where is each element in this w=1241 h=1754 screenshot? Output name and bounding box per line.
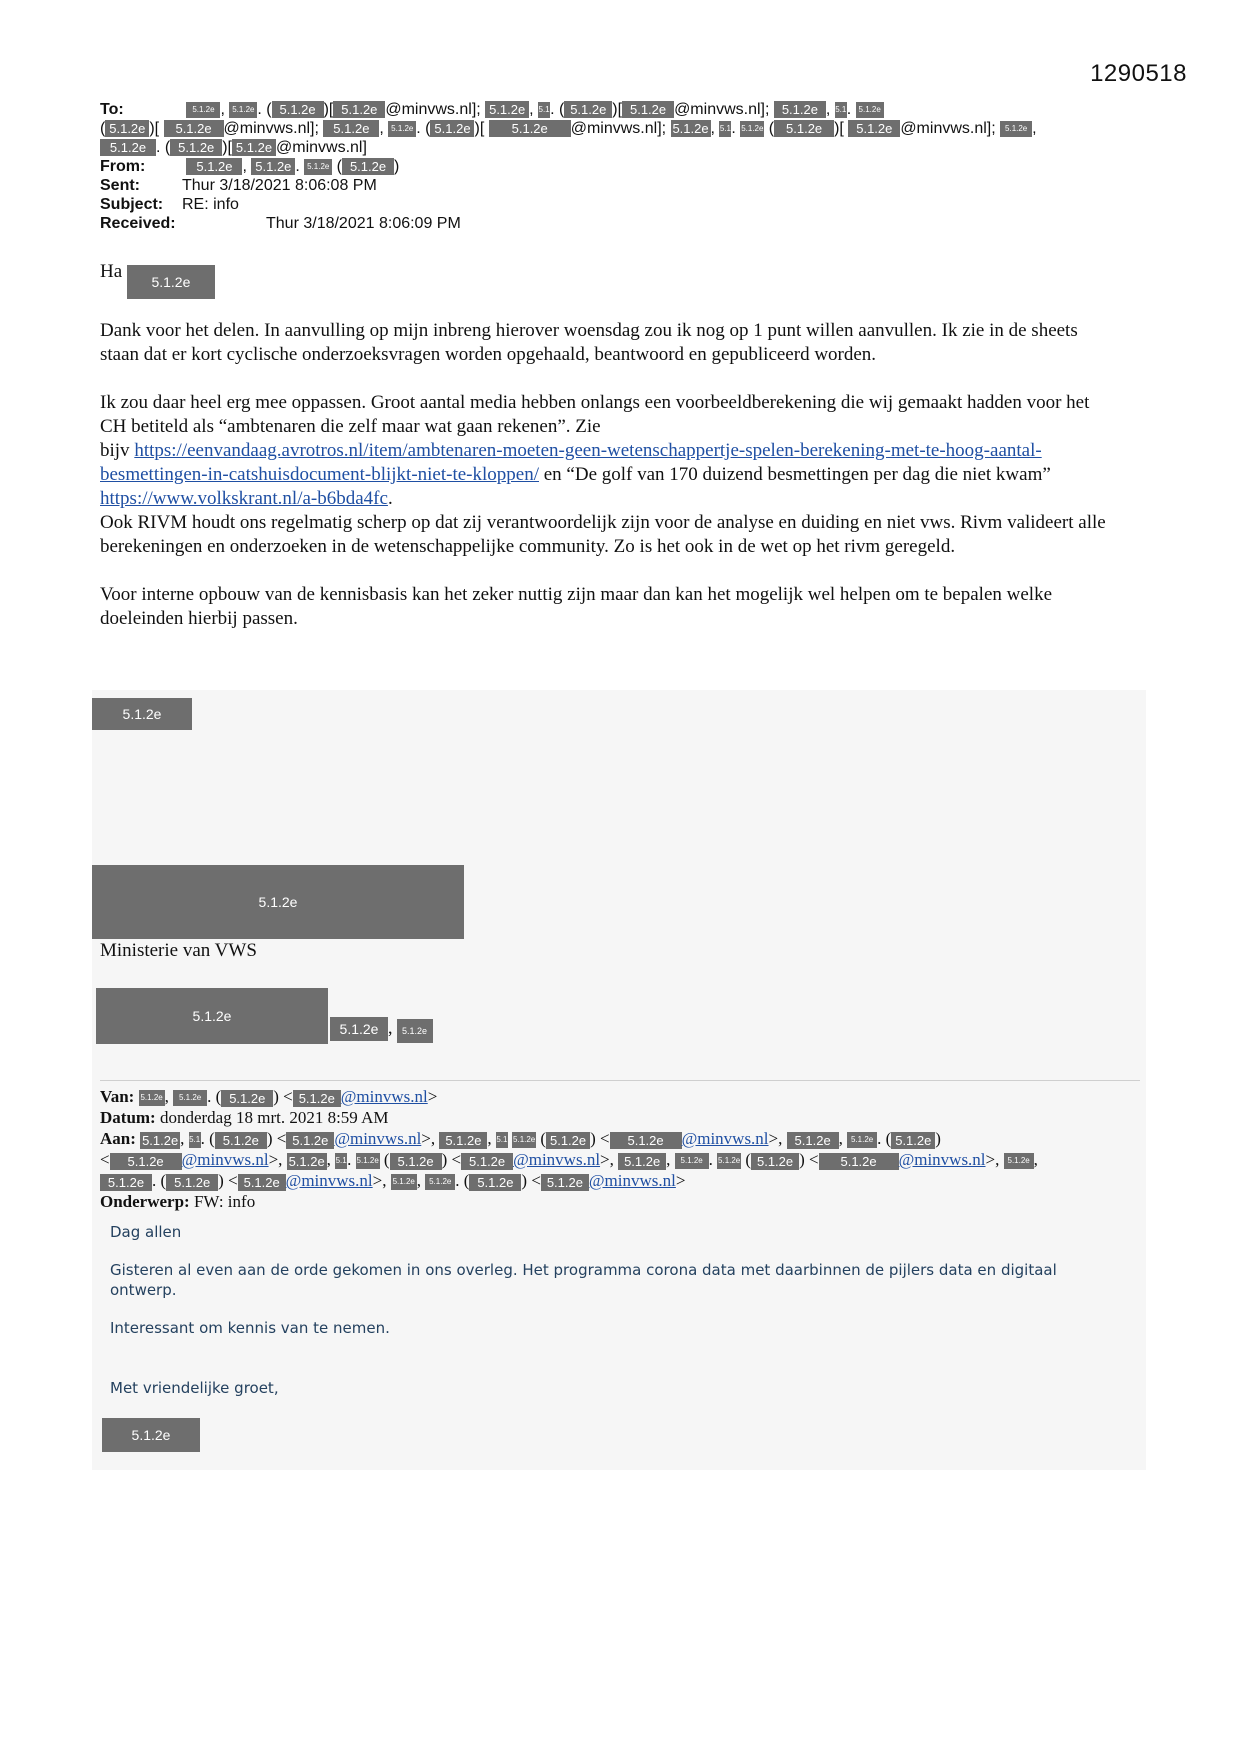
redaction: 5.1.2e — [672, 121, 709, 137]
redaction: 5.1.2e — [618, 1153, 666, 1170]
email-link[interactable]: @minvws.nl — [334, 1129, 422, 1148]
to-row-2: ( 5.1.2e )[ 5.1.2e @minvws.nl]; 5.1.2e , 5.1.2e . ( 5.1.2e )[ 5.1.2e @minvws.nl]; 5.1.2e , 5.1. 5.1.2e ( 5.1.2e )[ 5.1.2e @minvws.nl]; 5.1.2e , — [100, 120, 1037, 137]
redaction: 5.1.2e — [740, 121, 764, 137]
redaction: 5.1.2e — [100, 1174, 152, 1191]
email-link[interactable]: @minvws.nl — [513, 1150, 601, 1169]
redaction: 5.1.2e — [787, 1132, 839, 1149]
redaction: 5.1.2e — [430, 120, 474, 137]
redaction: 5.1.2e — [610, 1132, 682, 1149]
email-domain: @minvws.nl — [223, 120, 311, 137]
email-header — [100, 100, 1140, 233]
redaction: 5.1.2e — [323, 120, 379, 137]
redaction: 5.1.2e — [856, 102, 884, 118]
email-link[interactable]: @minvws.nl — [898, 1150, 986, 1169]
redaction: 5.1.2e — [439, 1132, 487, 1149]
datum-row — [100, 1107, 1140, 1128]
redaction: 5.1.2e — [304, 159, 332, 175]
redaction: 5.1.2e — [717, 1153, 741, 1169]
forward-greeting: Dag allen — [110, 1223, 182, 1241]
received-label: Received: — [100, 215, 176, 232]
onderwerp-row — [100, 1191, 1140, 1212]
redaction: 5.1.2e — [489, 120, 571, 137]
forward-paragraph-2: Interessant om kennis van te nemen. — [110, 1319, 390, 1337]
redaction: 5.1.2e — [819, 1153, 899, 1170]
forward-closing: Met vriendelijke groet, — [110, 1379, 279, 1397]
document-number: 1290518 — [1090, 60, 1187, 87]
redaction: 5.1.2e — [485, 101, 529, 118]
redaction: 5.1.2e — [110, 1153, 182, 1170]
redaction: 5.1 — [835, 102, 847, 118]
redaction: 5.1.2e — [92, 698, 192, 730]
redaction: 5.1.2e — [622, 101, 674, 118]
forward-paragraph-1: Gisteren al even aan de orde gekomen in ons overleg. Het programma corona data met daarbinnen de pijlers data en digitaal ontwerp. — [110, 1261, 1057, 1299]
redaction: 5.1.2e — [1000, 121, 1032, 137]
redaction: 5.1.2e — [286, 1132, 334, 1149]
email-domain: @minvws.nl — [385, 101, 472, 118]
forward-header — [100, 1086, 1140, 1212]
redaction: 5.1.2e — [333, 101, 385, 118]
onderwerp-value: FW: info — [189, 1192, 256, 1211]
redaction: 5.1 — [496, 1132, 508, 1148]
to-row-3: 5.1.2e . ( 5.1.2e )[ 5.1.2e @minvws.nl] — [100, 138, 1140, 157]
redaction: 5.1.2e — [541, 1174, 589, 1191]
paragraph-3: Voor interne opbouw van de kennisbasis kan het zeker nuttig zijn maar dan kan het mogelijk wel helpen om te bepalen welke doeleinden hierbij passen. — [100, 584, 1053, 629]
redaction: 5.1.2e — [512, 1132, 536, 1148]
van-label: Van: — [100, 1087, 135, 1106]
received-value: Thur 3/18/2021 8:06:09 PM — [266, 215, 461, 232]
redaction: 5.1.2e — [229, 102, 257, 118]
paragraph-2a: Ik zou daar heel erg mee oppassen. Groot aantal media hebben onlangs een voorbeeldberekening die wij gemaakt hadden voor het CH betiteld als “ambtenaren die zelf maar wat gaan rekenen”. Zie — [100, 392, 1090, 437]
email-domain: @minvws.nl — [570, 120, 658, 137]
to-label: To: — [100, 101, 124, 118]
redaction: 5.1.2e — [166, 1174, 218, 1191]
datum-label: Datum: — [100, 1108, 156, 1127]
to-row: To: 5.1.2e , 5.1.2e . ( 5.1.2e )[ 5.1.2e @minvws.nl]; 5.1.2e , 5.1. ( 5.1.2e )[ 5.1.2e @minvws.nl]; 5.1.2e , 5.1. 5.1.2e — [100, 100, 1140, 119]
received-row — [100, 214, 1140, 233]
sent-value: Thur 3/18/2021 8:06:08 PM — [182, 177, 377, 194]
redaction: 5.1.2e — [142, 1132, 179, 1148]
ministry-name: Ministerie van VWS — [100, 940, 257, 961]
redaction: 5.1.2e — [461, 1153, 513, 1170]
redaction: 5.1.2e — [388, 121, 416, 137]
email-link[interactable]: @minvws.nl — [340, 1087, 428, 1106]
redaction: 5.1.2e — [425, 1174, 455, 1190]
subject-label: Subject: — [100, 196, 164, 213]
aan-label: Aan: — [100, 1129, 136, 1148]
redaction: 5.1.2e — [221, 1090, 273, 1107]
redaction: 5.1.2e — [564, 101, 612, 118]
signature-contact: 5.1.2e5.1.2e , 5.1.2e — [96, 988, 433, 1044]
subject-value: RE: info — [182, 196, 239, 213]
redaction: 5.1.2e — [215, 1132, 267, 1149]
redaction: 5.1.2e — [342, 158, 394, 175]
redaction: 5.1.2e — [848, 120, 900, 137]
van-row: Van: 5.1.2e , 5.1.2e . ( 5.1.2e ) < 5.1.2e @minvws.nl> — [100, 1087, 438, 1106]
greeting: Ha — [100, 261, 123, 282]
subject-row — [100, 195, 1140, 214]
email-domain: @minvws.nl — [900, 120, 987, 137]
bijv-text: bijv — [100, 440, 130, 461]
redaction: 5.1.2e — [847, 1132, 877, 1148]
redaction: 5.1.2e — [391, 1174, 417, 1190]
link-volkskrant[interactable]: https://www.volkskrant.nl/a-b6bda4fc — [100, 488, 388, 509]
paragraph-1: Dank voor het delen. In aanvulling op mijn inbreng hierover woensdag zou ik nog op 1 punt willen aanvullen. Ik zie in de sheets staan dat er kort cyclische onderzoeksvragen worden opgehaald, beantwoord en gepubliceerd worden. — [100, 320, 1078, 365]
aan-row: Aan: 5.1.2e , 5.1. ( 5.1.2e ) < 5.1.2e @minvws.nl>, 5.1.2e , 5.1 5.1.2e ( 5.1.2e ) < 5.1.2e @minvws.nl>, 5.1.2e , 5.1.2e . ( 5.1.2e ) — [100, 1129, 941, 1148]
email-link[interactable]: @minvws.nl — [588, 1171, 676, 1190]
redaction: 5.1.2e — [92, 865, 464, 939]
redaction: 5.1.2e — [127, 265, 215, 299]
datum-value: donderdag 18 mrt. 2021 8:59 AM — [155, 1108, 389, 1127]
email-domain: @minvws.nl — [276, 139, 363, 156]
redaction: 5.1.2e — [100, 139, 156, 156]
paragraph-2c: Ook RIVM houdt ons regelmatig scherp op dat zij verantwoordelijk zijn voor de analyse en duiding en niet vws. Rivm valideert alle berekeningen en onderzoeken in de wetenschappelijke community. Zo is het ook in de wet op het rivm geregeld. — [100, 512, 1106, 557]
redaction: 5.1.2e — [1004, 1153, 1034, 1169]
redaction: 5.1.2e — [330, 1017, 388, 1041]
email-link[interactable]: @minvws.nl — [285, 1171, 373, 1190]
redaction: 5.1.2e — [356, 1153, 380, 1169]
redaction: 5.1.2e — [96, 988, 328, 1044]
redaction: 5.1.2e — [251, 158, 295, 175]
redaction: 5.1.2e — [186, 158, 242, 175]
redaction: 5.1.2e — [105, 120, 149, 137]
redaction: 5.1.2e — [272, 101, 324, 118]
redaction: 5.1.2e — [293, 1090, 341, 1107]
sent-row — [100, 176, 1140, 195]
redaction: 5.1.2e — [891, 1132, 935, 1149]
email-link[interactable]: @minvws.nl — [181, 1150, 269, 1169]
email-domain: @minvws.nl — [674, 101, 761, 118]
redaction: 5.1.2e — [173, 1090, 207, 1106]
redaction: 5.1.2e — [170, 139, 222, 156]
redaction: 5.1 — [189, 1132, 201, 1148]
redaction: 5.1.2e — [774, 101, 826, 118]
redaction: 5.1.2e — [469, 1174, 521, 1191]
link-eenvandaag[interactable]: https://eenvandaag.avrotros.nl/item/ambtenaren-moeten-geen-wetenschappertje-spelen-berekening-met-te-hoog-aantal-besmettingen-in-catshuisdocument-blijkt-niet-te-kloppen/ — [100, 440, 1042, 485]
email-body: Ha 5.1.2e Dank voor het delen. In aanvulling op mijn inbreng hierover woensdag zou ik nog op 1 punt willen aanvullen. Ik zie in de sheets staan dat er kort cyclische onderzoeksvragen worden opgehaald, beantwoord en gepubliceerd worden. Ik zou daar heel erg mee oppassen. Groot aantal media hebben onlangs een voorbeeldberekening die wij gemaakt hadden voor het CH betiteld als “ambtenaren die zelf maar wat gaan rekenen”. Zie bijv https://eenvandaag.avrotros.nl/item/ambtenaren-moeten-geen-wetenschappertje-spelen-berekening-met-te-hoog-aantal-besmettingen-in-catshuisdocument-blijkt-niet-te-kloppen/ en “De golf van 170 duizend besmettingen per dag die niet kwam” https://www.volkskrant.nl/a-b6bda4fc. Ook RIVM houdt ons regelmatig scherp op dat zij verantwoordelijk zijn voor de analyse en duiding en niet vws. Rivm valideert alle berekeningen en onderzoeken in de wetenschappelijke community. Zo is het ook in de wet op het rivm geregeld. Voor interne opbouw van de kennisbasis kan het zeker nuttig zijn maar dan kan het mogelijk wel helpen om te bepalen welke doeleinden hierbij passen. — [100, 260, 1120, 655]
redaction: 5.1.2e — [164, 120, 224, 137]
onderwerp-label: Onderwerp: — [100, 1192, 190, 1211]
redaction: 5.1.2e — [232, 139, 276, 156]
redaction: 5.1.2e — [139, 1090, 165, 1106]
redaction: 5.1.2e — [751, 1153, 799, 1170]
redaction: 5.1.2e — [675, 1153, 709, 1169]
redaction: 5.1.2e — [774, 120, 834, 137]
redaction: 5.1.2e — [102, 1418, 200, 1452]
sent-label: Sent: — [100, 177, 140, 194]
aan-row-2: < 5.1.2e @minvws.nl>, 5.1.2e , 5.1. 5.1.2e ( 5.1.2e ) < 5.1.2e @minvws.nl>, 5.1.2e , 5.1.2e . 5.1.2e ( 5.1.2e ) < 5.1.2e @minvws.nl>, 5.1.2e , — [100, 1150, 1038, 1169]
redaction: 5.1 — [719, 121, 731, 137]
redaction: 5.1.2e — [186, 102, 220, 118]
redaction: 5.1.2e — [288, 1153, 325, 1169]
redaction: 5.1.2e — [397, 1019, 433, 1043]
paragraph-2b: en “De golf van 170 duizend besmettingen per dag die niet kwam” — [539, 464, 1051, 485]
divider — [100, 1080, 1140, 1081]
redaction: 5.1 — [335, 1153, 347, 1169]
from-row: From: 5.1.2e , 5.1.2e . 5.1.2e ( 5.1.2e ) — [100, 158, 400, 175]
redaction: 5.1 — [538, 102, 550, 118]
redaction: 5.1.2e — [238, 1174, 286, 1191]
from-label: From: — [100, 158, 146, 175]
forward-body — [110, 1222, 1120, 1418]
email-link[interactable]: @minvws.nl — [681, 1129, 769, 1148]
redaction: 5.1.2e — [390, 1153, 442, 1170]
aan-row-3: 5.1.2e . ( 5.1.2e ) < 5.1.2e @minvws.nl>, 5.1.2e , 5.1.2e . ( 5.1.2e ) < 5.1.2e @minvws.nl> — [100, 1170, 1140, 1191]
redaction: 5.1.2e — [546, 1132, 590, 1149]
